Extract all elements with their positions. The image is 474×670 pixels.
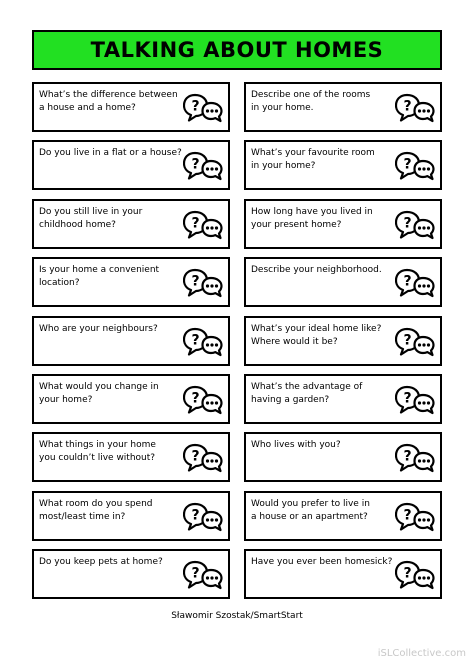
question-text: Who are your neighbours?	[39, 324, 158, 334]
speech-bubbles-icon	[183, 210, 223, 240]
svg-text:?: ?	[191, 390, 200, 407]
question-text: Do you still live in your childhood home?	[39, 207, 143, 230]
speech-bubbles-icon	[395, 327, 435, 357]
question-card	[244, 549, 442, 599]
question-card	[244, 82, 442, 132]
question-card	[244, 140, 442, 190]
question-card	[32, 432, 230, 482]
speech-bubbles-icon	[183, 443, 223, 473]
title-banner	[32, 30, 442, 70]
speech-bubbles-icon	[183, 327, 223, 357]
question-card	[32, 257, 230, 307]
question-text: What’s the advantage of having a garden?	[251, 382, 363, 405]
speech-bubbles-icon	[395, 268, 435, 298]
question-card	[244, 432, 442, 482]
question-text: What room do you spend most/least time in?	[39, 499, 153, 522]
question-text: How long have you lived in your present home?	[251, 207, 373, 230]
speech-bubbles-icon	[395, 210, 435, 240]
speech-bubbles-icon	[183, 151, 223, 181]
svg-text:?: ?	[403, 215, 412, 232]
svg-text:?: ?	[403, 273, 412, 290]
question-card	[32, 491, 230, 541]
question-text: Describe your neighborhood.	[251, 265, 382, 275]
speech-bubbles-icon	[395, 151, 435, 181]
svg-text:?: ?	[191, 156, 200, 173]
speech-bubbles-icon	[395, 502, 435, 532]
question-card	[32, 140, 230, 190]
svg-text:?: ?	[191, 98, 200, 115]
question-text: What’s the difference between a house and a home?	[39, 90, 178, 113]
question-text: Have you ever been homesick?	[251, 557, 393, 567]
svg-text:?: ?	[191, 507, 200, 524]
question-text: Describe one of the rooms in your home.	[251, 90, 371, 113]
question-text: Do you live in a flat or a house?	[39, 148, 182, 158]
speech-bubbles-icon	[395, 443, 435, 473]
svg-text:?: ?	[403, 565, 412, 582]
question-text: Would you prefer to live in a house or an apartment?	[251, 499, 370, 522]
question-text: Do you keep pets at home?	[39, 557, 163, 567]
speech-bubbles-icon	[183, 93, 223, 123]
question-text: What things in your home you couldn’t live without?	[39, 440, 156, 463]
svg-text:?: ?	[191, 448, 200, 465]
speech-bubbles-icon	[395, 385, 435, 415]
question-card	[32, 82, 230, 132]
author-credit: Sławomir Szostak/SmartStart	[171, 611, 303, 621]
question-text: Who lives with you?	[251, 440, 341, 450]
svg-text:?: ?	[403, 156, 412, 173]
page-title: TALKING ABOUT HOMES	[90, 38, 384, 62]
question-card	[32, 316, 230, 366]
svg-text:?: ?	[191, 215, 200, 232]
question-card	[244, 374, 442, 424]
svg-text:?: ?	[191, 273, 200, 290]
question-text: What’s your favourite room in your home?	[251, 148, 375, 171]
speech-bubbles-icon	[183, 385, 223, 415]
speech-bubbles-icon	[183, 268, 223, 298]
speech-bubbles-icon	[183, 560, 223, 590]
svg-text:?: ?	[403, 507, 412, 524]
svg-text:?: ?	[403, 390, 412, 407]
question-card	[32, 199, 230, 249]
svg-text:?: ?	[191, 332, 200, 349]
svg-text:?: ?	[403, 448, 412, 465]
question-card	[244, 199, 442, 249]
question-text: Is your home a convenient location?	[39, 265, 160, 288]
question-card	[244, 257, 442, 307]
question-card	[32, 374, 230, 424]
question-card	[244, 491, 442, 541]
speech-bubbles-icon	[395, 93, 435, 123]
question-text: What would you change in your home?	[39, 382, 159, 405]
svg-text:?: ?	[191, 565, 200, 582]
speech-bubbles-icon	[183, 502, 223, 532]
watermark: iSLCollective.com	[377, 648, 466, 659]
speech-bubbles-icon	[395, 560, 435, 590]
question-card	[244, 316, 442, 366]
question-text: What’s your ideal home like? Where would it be?	[251, 324, 382, 347]
svg-text:?: ?	[403, 98, 412, 115]
svg-text:?: ?	[403, 332, 412, 349]
question-card	[32, 549, 230, 599]
